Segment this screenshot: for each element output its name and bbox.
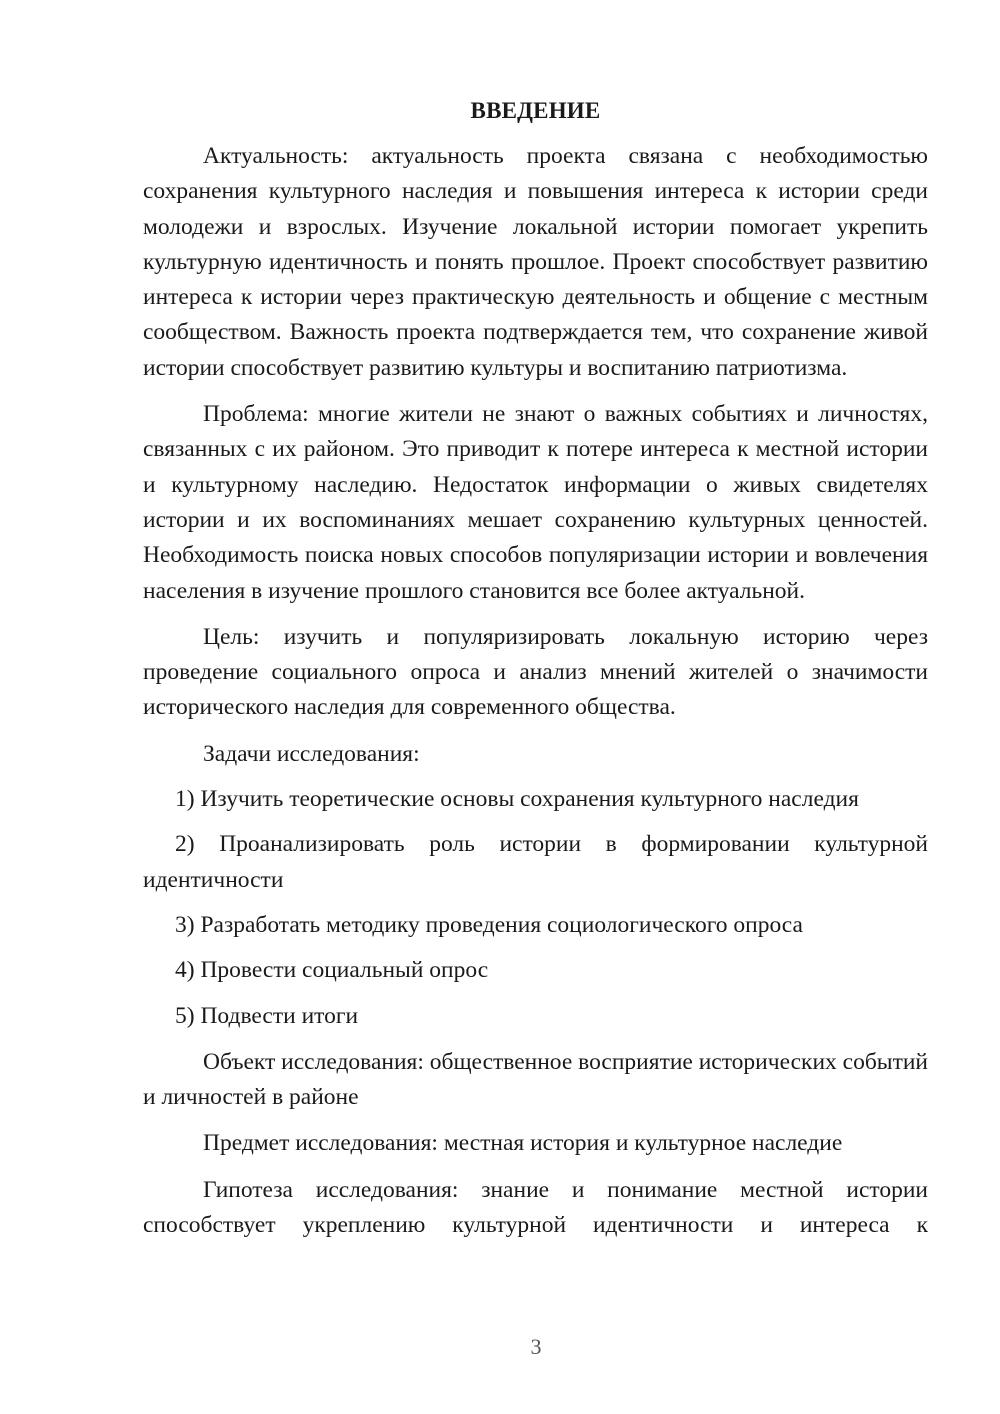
goal-paragraph: Цель: изучить и популяризировать локальную историю через проведение социального опроса и анализ мнений жителей о значимости исторического наследия для современного общества. xyxy=(143,623,928,721)
task-item: 3) Разработать методику проведения социологического опроса xyxy=(175,911,803,938)
page-number: 3 xyxy=(530,1334,542,1359)
section-title: ВВЕДЕНИЕ xyxy=(470,98,601,123)
object-paragraph: Объект исследования: общественное восприятие исторических событий и личностей в районе xyxy=(143,1048,928,1111)
hypothesis-paragraph: Гипотеза исследования: знание и понимание местной истории способствует укреплению культурной идентичности и интереса к xyxy=(143,1176,928,1239)
task-item: 4) Провести социальный опрос xyxy=(175,957,489,984)
task-item: 1) Изучить теоретические основы сохранения культурного наследия xyxy=(175,786,859,813)
tasks-heading: Задачи исследования: xyxy=(203,740,420,767)
task-item: 5) Подвести итоги xyxy=(175,1002,359,1029)
page-content xyxy=(143,93,928,1243)
task-item: 2) Проанализировать роль истории в формировании культурной идентичности xyxy=(143,831,928,893)
subject-paragraph: Предмет исследования: местная история и культурное наследие xyxy=(203,1130,843,1157)
relevance-paragraph: Актуальность: актуальность проекта связана с необходимостью сохранения культурного наследия и повышения интереса к истории среди молодежи и взрослых. Изучение локальной истории помогает укрепить культурную идентичность и понять прошлое. Проект способствует развитию интереса к истории через практическую деятельность и общение с местным сообществом. Важность проекта подтверждается тем, что сохранение живой истории способствует развитию культуры и воспитанию патриотизма. xyxy=(143,143,928,381)
problem-paragraph: Проблема: многие жители не знают о важных событиях и личностях, связанных с их районом. Это приводит к потере интереса к местной истории и культурному наследию. Недостаток информации о живых свидетелях истории и их воспоминаниях мешает сохранению культурных ценностей. Необходимость поиска новых способов популяризации истории и вовлечения населения в изучение прошлого становится все более актуальной. xyxy=(143,401,928,604)
